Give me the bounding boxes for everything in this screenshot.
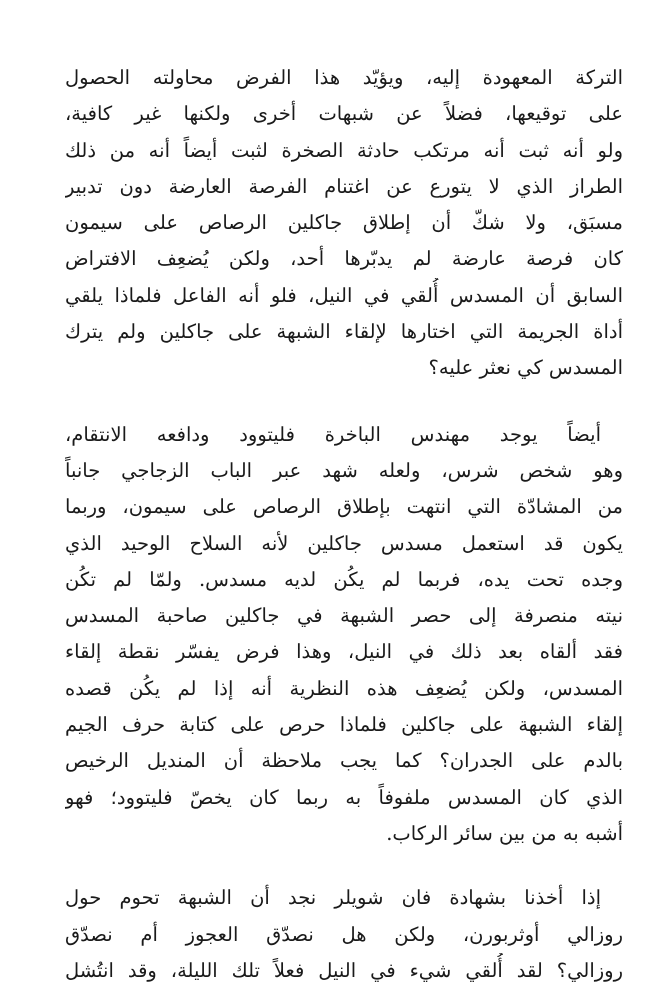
text-line: أيضاً يوجد مهندس الباخرة فليتوود ودافعه الانتقام، xyxy=(65,422,601,446)
paragraph-spacer xyxy=(65,387,623,417)
text-line: ولو أنه ثبت أنه مرتكب حادثة الصخرة لثبت أيضاً أنه من ذلك xyxy=(65,138,623,162)
paragraph-2 xyxy=(65,417,623,853)
text-line: المسدس، ولكن يُضعِف هذه النظرية أنه إذا لم يكُن قصده xyxy=(65,676,623,700)
text-line: أشبه به من بين سائر الركاب. xyxy=(386,821,623,845)
text-line: فقد ألقاه بعد ذلك في النيل، وهذا فرض يفسّر نقطة إلقاء xyxy=(65,640,623,664)
paragraph-spacer xyxy=(65,852,623,880)
text-line: يكون قد استعمل مسدس جاكلين لأنه السلاح الوحيد الذي xyxy=(65,531,623,555)
text-line: المسدس كي نعثر عليه؟ xyxy=(428,356,623,380)
paragraph-3 xyxy=(65,880,623,989)
text-line: كان فرصة عارضة لم يدبّرها أحد، ولكن يُضعِف الافتراض xyxy=(65,247,623,271)
paragraph-1 xyxy=(65,60,623,387)
book-page xyxy=(65,60,623,989)
text-line: وجده تحت يده، فربما لم يكُن لديه مسدس. ولمّا لم تكُن xyxy=(65,567,623,591)
text-line: الطراز الذي لا يتورع عن اغتنام الفرصة العارضة دون تدبير xyxy=(65,174,623,198)
text-line: السابق أن المسدس أُلقي في النيل، فلو أنه الفاعل فلماذا يلقي xyxy=(65,283,623,307)
text-line: وهو شخص شرس، ولعله شهد عبر الباب الزجاجي جانباً xyxy=(65,458,623,482)
text-line: مسبَق، ولا شكّ أن إطلاق جاكلين الرصاص على سيمون xyxy=(65,211,623,235)
text-line: بالدم على الجدران؟ كما يجب ملاحظة أن المنديل الرخيص xyxy=(65,749,623,773)
text-line: روزالي أوثربورن، ولكن هل نصدّق العجوز أم نصدّق xyxy=(65,922,623,946)
text-line: الذي كان المسدس ملفوفاً به ربما كان يخصّ فليتوود؛ فهو xyxy=(65,785,623,809)
text-line: التركة المعهودة إليه، ويؤيّد هذا الفرض محاولته الحصول xyxy=(65,66,623,89)
text-line: من المشادّة التي انتهت بإطلاق الرصاص على سيمون، وربما xyxy=(65,495,623,519)
text-line: إلقاء الشبهة على جاكلين فلماذا حرص على كتابة حرف الجيم xyxy=(65,713,623,737)
text-line: أداة الجريمة التي اختارها لإلقاء الشبهة على جاكلين ولم يترك xyxy=(65,320,623,344)
text-line: روزالي؟ لقد أُلقي شيء في النيل فعلاً تلك الليلة، وقد انتُشل xyxy=(65,958,623,982)
text-line: إذا أخذنا بشهادة فان شويلر نجد أن الشبهة تحوم حول xyxy=(65,886,601,910)
text-line: نيته منصرفة إلى حصر الشبهة في جاكلين صاحبة المسدس xyxy=(65,604,623,628)
text-line: على توقيعها، فضلاً عن شبهات أخرى ولكنها غير كافية، xyxy=(65,102,623,126)
